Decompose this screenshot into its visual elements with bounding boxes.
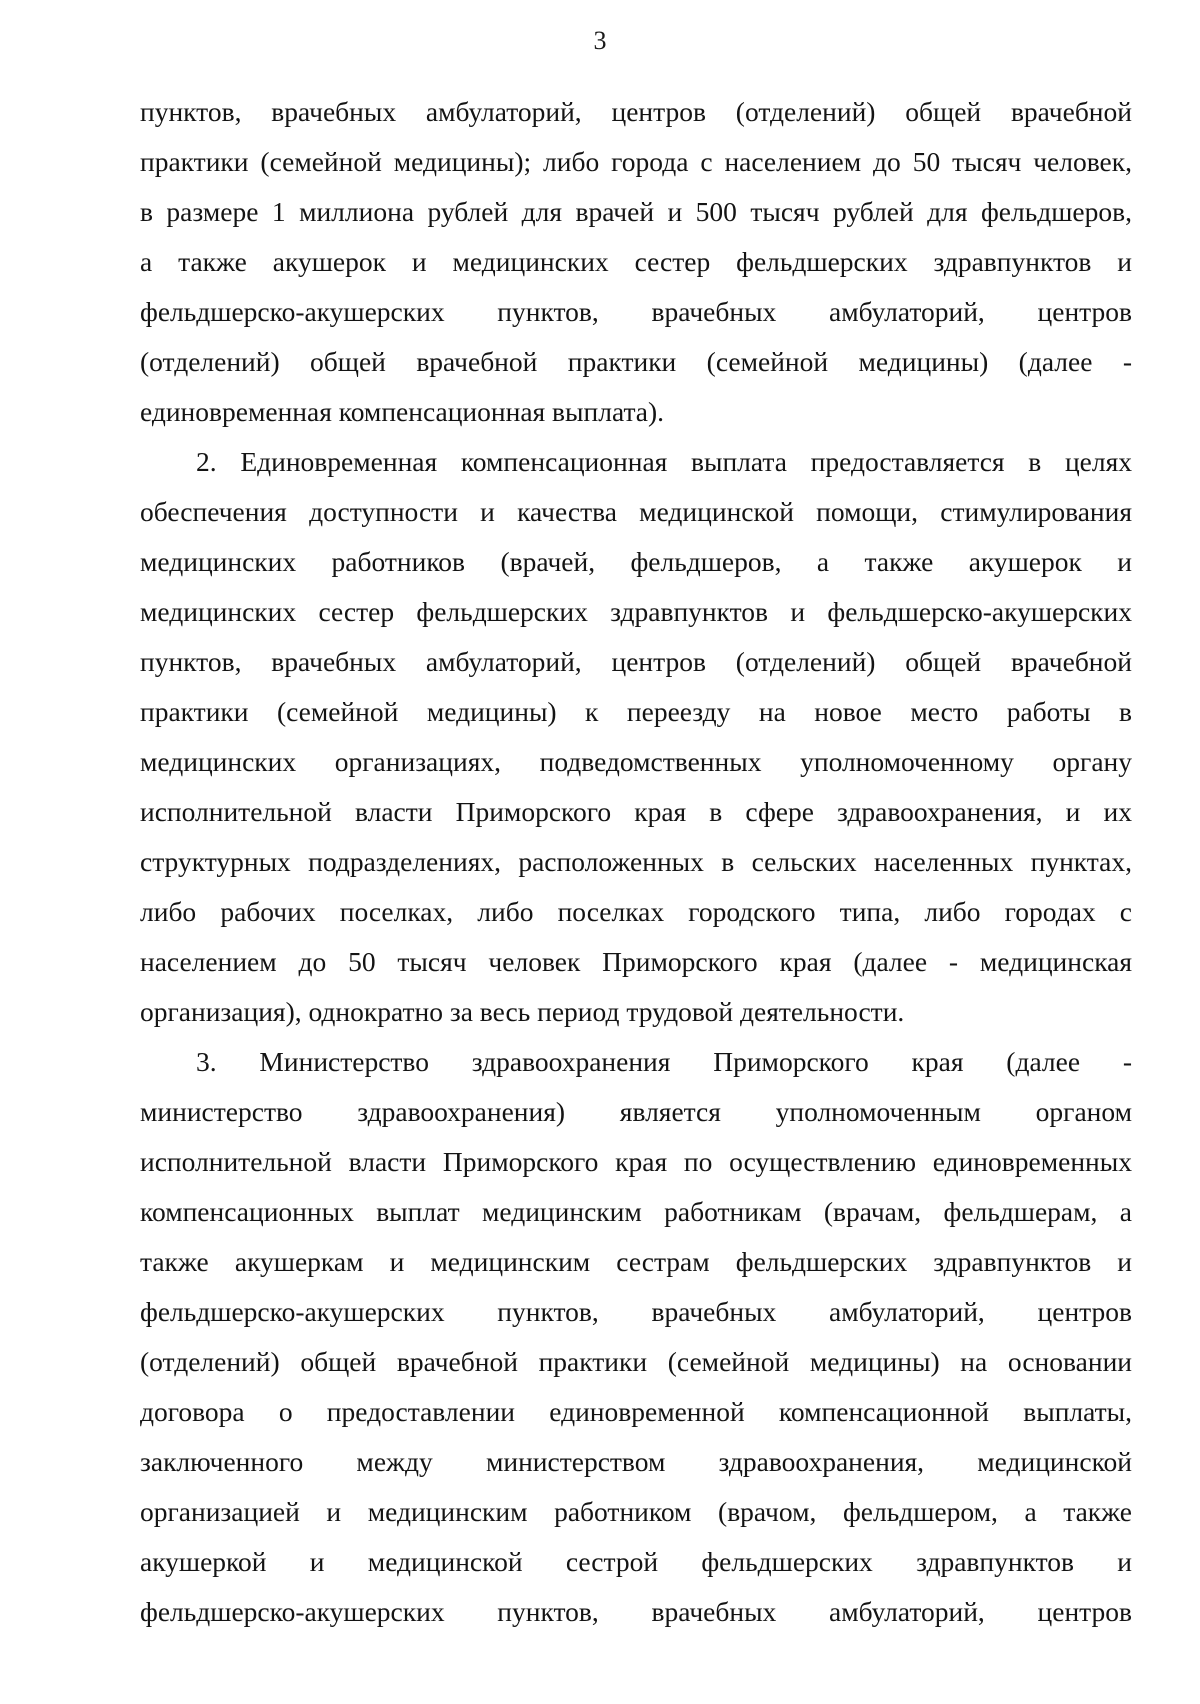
text-line: (отделений) общей врачебной практики (семейной медицины) на основании <box>140 1346 1132 1377</box>
text-line: населением до 50 тысяч человек Приморского края (далее - медицинская <box>140 946 1132 977</box>
text-line: медицинских работников (врачей, фельдшеров, а также акушерок и <box>140 546 1132 577</box>
text-line: договора о предоставлении единовременной компенсационной выплаты, <box>140 1396 1132 1427</box>
text-line: либо рабочих поселках, либо поселках городского типа, либо городах с <box>140 896 1132 927</box>
text-line: 3. Министерство здравоохранения Приморского края (далее - <box>196 1046 1132 1077</box>
text-line: фельдшерско-акушерских пунктов, врачебных амбулаторий, центров <box>140 1596 1132 1627</box>
text-line: единовременная компенсационная выплата). <box>140 396 665 427</box>
body-text <box>140 87 1132 1637</box>
text-line: также акушеркам и медицинским сестрам фельдшерских здравпунктов и <box>140 1246 1132 1277</box>
text-line: министерство здравоохранения) является уполномоченным органом <box>140 1096 1132 1127</box>
text-line: медицинских сестер фельдшерских здравпунктов и фельдшерско-акушерских <box>140 596 1132 627</box>
text-line: медицинских организациях, подведомственных уполномоченному органу <box>140 746 1132 777</box>
text-line: пунктов, врачебных амбулаторий, центров (отделений) общей врачебной <box>140 646 1132 677</box>
text-line: пунктов, врачебных амбулаторий, центров (отделений) общей врачебной <box>140 96 1132 127</box>
text-line: исполнительной власти Приморского края по осуществлению единовременных <box>140 1146 1132 1177</box>
text-line: организацией и медицинским работником (врачом, фельдшером, а также <box>140 1496 1132 1527</box>
text-line: обеспечения доступности и качества медицинской помощи, стимулирования <box>140 496 1132 527</box>
text-line: акушеркой и медицинской сестрой фельдшерских здравпунктов и <box>140 1546 1132 1577</box>
text-line: исполнительной власти Приморского края в сфере здравоохранения, и их <box>140 796 1132 827</box>
text-line: (отделений) общей врачебной практики (семейной медицины) (далее - <box>140 346 1132 377</box>
text-line: структурных подразделениях, расположенных в сельских населенных пунктах, <box>140 846 1132 877</box>
text-line: практики (семейной медицины) к переезду на новое место работы в <box>140 696 1132 727</box>
page-number: 3 <box>593 26 607 55</box>
text-line: заключенного между министерством здравоохранения, медицинской <box>140 1446 1132 1477</box>
text-line: фельдшерско-акушерских пунктов, врачебных амбулаторий, центров <box>140 296 1132 327</box>
text-line: фельдшерско-акушерских пунктов, врачебных амбулаторий, центров <box>140 1296 1132 1327</box>
text-line: компенсационных выплат медицинским работникам (врачам, фельдшерам, а <box>140 1196 1132 1227</box>
text-line: а также акушерок и медицинских сестер фельдшерских здравпунктов и <box>140 246 1132 277</box>
text-line: организация), однократно за весь период трудовой деятельности. <box>140 996 905 1027</box>
text-line: 2. Единовременная компенсационная выплата предоставляется в целях <box>196 446 1132 477</box>
text-line: в размере 1 миллиона рублей для врачей и 500 тысяч рублей для фельдшеров, <box>140 196 1132 227</box>
text-line: практики (семейной медицины); либо города с населением до 50 тысяч человек, <box>140 146 1132 177</box>
